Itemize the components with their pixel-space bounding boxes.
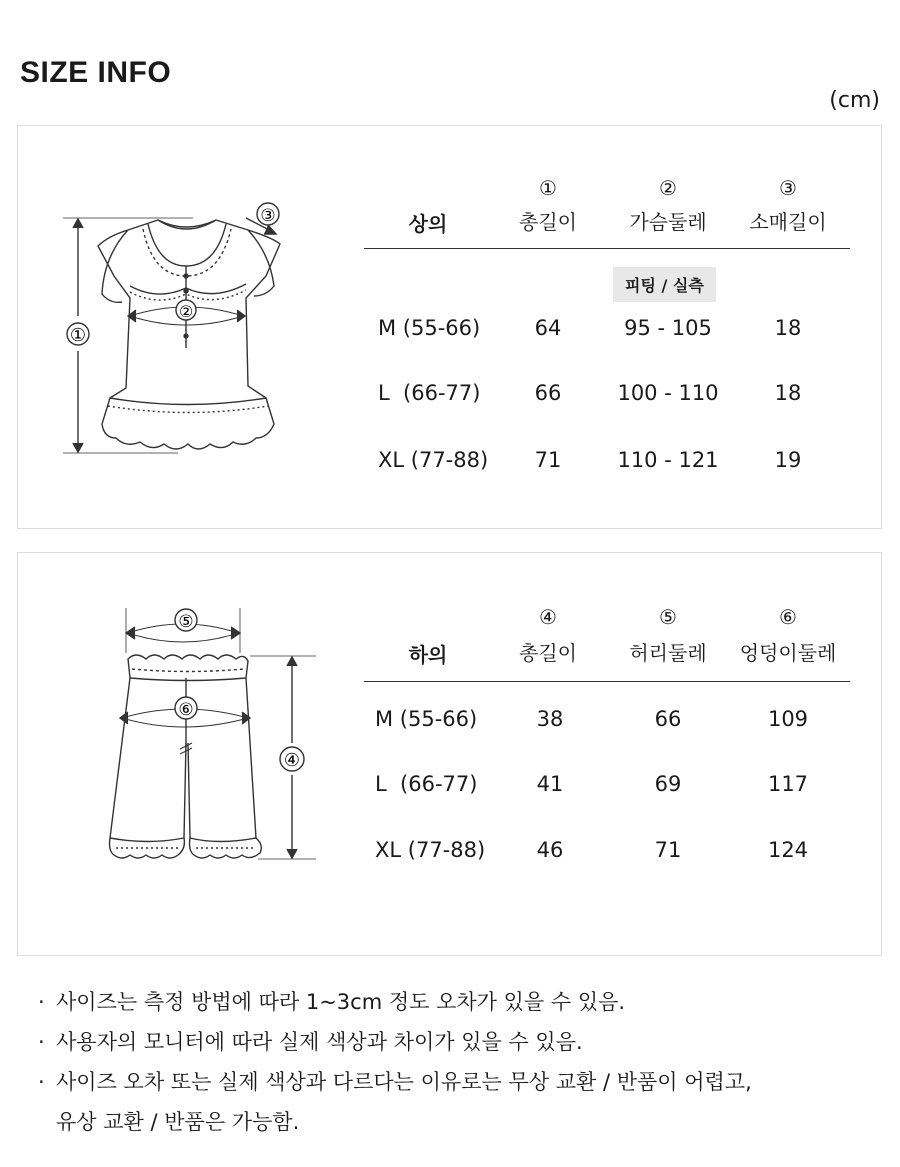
bullet: · bbox=[38, 1070, 45, 1094]
marker-length: ④ bbox=[283, 750, 301, 771]
fitting-badge: 피팅 / 실측 bbox=[613, 267, 716, 302]
bullet: · bbox=[38, 990, 45, 1014]
note-item: · 사이즈 오차 또는 실제 색상과 다르다는 이유로는 무상 교환 / 반품이 어렵고, bbox=[38, 1062, 752, 1102]
top-row-size: L (66-77) bbox=[378, 381, 481, 405]
marker-length: ① bbox=[69, 325, 87, 346]
unit-label: (cm) bbox=[829, 88, 880, 113]
top-category: 상의 bbox=[408, 212, 448, 236]
bottom-row-value: 109 bbox=[767, 707, 809, 731]
shorts-diagram bbox=[18, 553, 338, 953]
top-row-value: 100 - 110 bbox=[617, 381, 719, 405]
bottom-row-value: 117 bbox=[767, 772, 809, 796]
note-item: · 사이즈는 측정 방법에 따라 1~3cm 정도 오차가 있을 수 있음. bbox=[38, 982, 752, 1022]
bottom-size-panel bbox=[17, 552, 882, 956]
top-col-1-header: ① 총길이 bbox=[519, 176, 577, 234]
marker-chest: ② bbox=[178, 302, 194, 321]
top-row-value: 66 bbox=[534, 381, 562, 405]
bottom-row-value: 124 bbox=[767, 838, 809, 862]
blouse-diagram bbox=[18, 126, 338, 526]
top-row-value: 110 - 121 bbox=[617, 448, 719, 472]
bottom-row-value: 41 bbox=[536, 772, 564, 796]
bullet: · bbox=[38, 1030, 45, 1054]
note-item: · 사용자의 모니터에 따라 실제 색상과 차이가 있을 수 있음. bbox=[38, 1022, 752, 1062]
bottom-row-value: 38 bbox=[536, 707, 564, 731]
top-row-value: 18 bbox=[774, 381, 802, 405]
top-row-value: 18 bbox=[774, 316, 802, 340]
bottom-category: 하의 bbox=[408, 643, 448, 667]
page-title: SIZE INFO bbox=[20, 56, 172, 89]
bottom-row-value: 66 bbox=[654, 707, 682, 731]
top-row-value: 19 bbox=[774, 448, 802, 472]
top-row-value: 64 bbox=[534, 316, 562, 340]
bottom-row-size: XL (77-88) bbox=[375, 838, 486, 862]
bottom-col-3-header: ⑥ 엉덩이둘레 bbox=[739, 605, 837, 665]
note-item-continued: 유상 교환 / 반품은 가능함. bbox=[56, 1110, 300, 1134]
bottom-row-value: 71 bbox=[654, 838, 682, 862]
marker-waist: ⑤ bbox=[178, 612, 194, 632]
top-col-3-header: ③ 소매길이 bbox=[749, 176, 827, 234]
bottom-col-1-header: ④ 총길이 bbox=[519, 605, 577, 665]
top-row-size: XL (77-88) bbox=[378, 448, 489, 472]
notes-list bbox=[38, 982, 752, 1142]
top-row-size: M (55-66) bbox=[378, 316, 481, 340]
bottom-row-value: 46 bbox=[536, 838, 564, 862]
top-row-value: 95 - 105 bbox=[624, 316, 712, 340]
top-row-value: 71 bbox=[534, 448, 562, 472]
top-col-2-header: ② 가슴둘레 bbox=[629, 176, 707, 234]
bottom-row-size: L (66-77) bbox=[375, 772, 478, 796]
bottom-row-value: 69 bbox=[654, 772, 682, 796]
bottom-col-2-header: ⑤ 허리둘레 bbox=[629, 605, 707, 665]
top-size-panel bbox=[17, 125, 882, 529]
top-header-rule bbox=[364, 248, 850, 249]
marker-sleeve: ③ bbox=[260, 206, 276, 226]
bottom-row-size: M (55-66) bbox=[375, 707, 478, 731]
marker-hip: ⑥ bbox=[178, 700, 194, 720]
bottom-header-rule bbox=[364, 681, 850, 682]
